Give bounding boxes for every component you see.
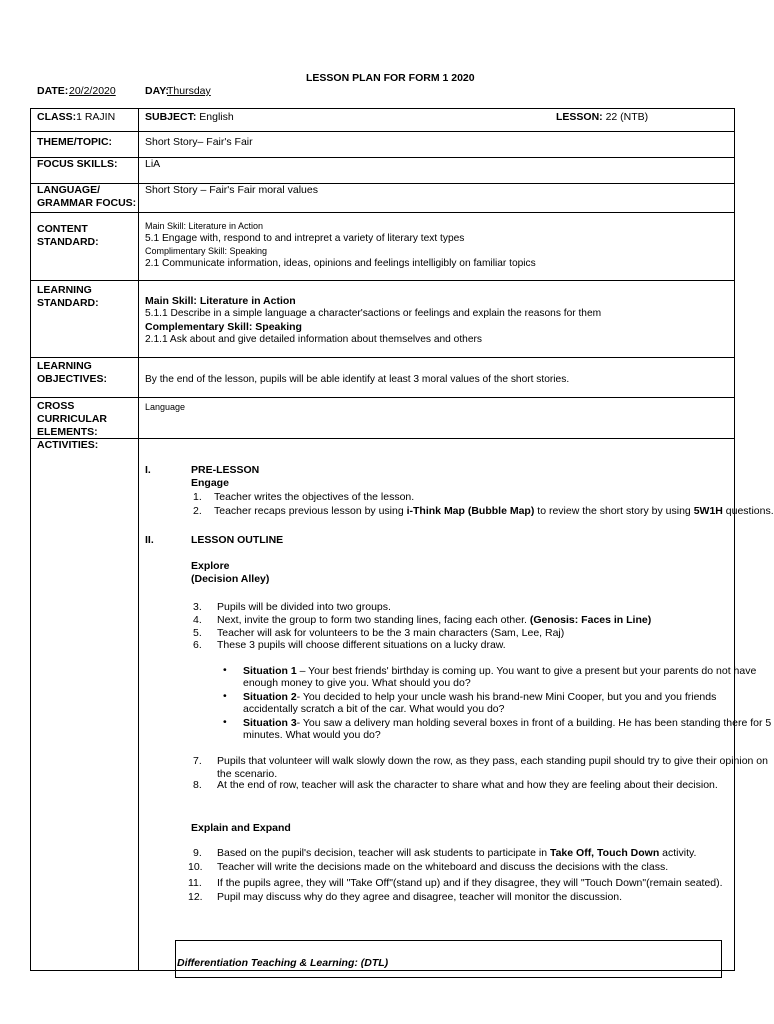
class-cell bbox=[37, 111, 115, 123]
situation-item-continued: enough money to give you. What should you do? bbox=[243, 677, 471, 689]
explain-expand-heading: Explain and Expand bbox=[191, 822, 291, 834]
table-rule bbox=[30, 108, 735, 109]
lesson-cell bbox=[556, 111, 648, 123]
language-label-line: GRAMMAR FOCUS: bbox=[37, 197, 137, 209]
situation-item bbox=[243, 665, 756, 677]
list-item-emphasis: 5W1H bbox=[693, 505, 723, 517]
day-value: Thursday bbox=[167, 85, 211, 97]
list-item: Pupil may discuss why do they agree and disagree, teacher will monitor the discussion. bbox=[217, 891, 623, 903]
list-item: At the end of row, teacher will ask the character to share what and how they are feeling about their decision. bbox=[217, 779, 718, 791]
list-item-number: 8. bbox=[193, 779, 202, 791]
lesson-outline-heading: LESSON OUTLINE bbox=[191, 534, 284, 546]
learning-standard-2-1-1: 2.1.1 Ask about and give detailed information about themselves and others bbox=[145, 334, 482, 345]
content-label-line: CONTENT bbox=[37, 223, 88, 235]
cross-label-line: ELEMENTS: bbox=[37, 426, 98, 438]
day-label: DAY: bbox=[145, 85, 169, 97]
list-item-number: 11. bbox=[188, 877, 202, 889]
table-rule bbox=[30, 357, 735, 358]
bullet-icon: • bbox=[223, 690, 227, 702]
situation-item bbox=[243, 717, 771, 729]
list-item-text: Next, invite the group to form two standing lines, facing each other. bbox=[217, 614, 530, 626]
list-item: Pupils that volunteer will walk slowly down the row, as they pass, each standing pupil should try to give their opinion on bbox=[217, 755, 768, 767]
content-standard-2-1: 2.1 Communicate information, ideas, opinions and feelings intelligibly on familiar topics bbox=[145, 258, 536, 269]
class-value: 1 RAJIN bbox=[76, 111, 116, 123]
list-item-continued: the scenario. bbox=[217, 768, 278, 780]
focus-value: LiA bbox=[145, 158, 161, 170]
cross-label-line: CURRICULAR bbox=[37, 413, 107, 425]
cross-curricular-value: Language bbox=[145, 402, 186, 412]
list-item-emphasis: (Genosis: Faces in Line) bbox=[529, 614, 652, 626]
situation-text: - You saw a delivery man holding several boxes in front of a building. He has been standing there for 5 bbox=[296, 717, 772, 729]
table-rule bbox=[30, 397, 735, 398]
language-value: Short Story – Fair's Fair moral values bbox=[145, 184, 318, 196]
learning-label-line: STANDARD: bbox=[37, 297, 99, 309]
objectives-label bbox=[37, 360, 107, 386]
pre-lesson-heading: PRE-LESSON bbox=[191, 464, 260, 476]
content-standard-5-1: 5.1 Engage with, respond to and intrepret a variety of literary text types bbox=[145, 233, 465, 244]
situation-title: Situation 3 bbox=[243, 717, 297, 729]
bullet-icon: • bbox=[223, 664, 227, 676]
date-label: DATE: bbox=[37, 85, 69, 97]
table-rule bbox=[734, 108, 735, 971]
dtl-heading: Differentiation Teaching & Learning: (DTL) bbox=[177, 957, 389, 969]
content-standard-label bbox=[37, 223, 99, 249]
date-value: 20/2/2020 bbox=[69, 85, 116, 97]
list-item-number: 12. bbox=[188, 891, 203, 903]
list-item bbox=[217, 614, 651, 626]
focus-label: FOCUS SKILLS: bbox=[37, 158, 118, 170]
situation-text: – Your best friends' birthday is coming up. You want to give a present but your parents do not have bbox=[296, 665, 757, 677]
table-rule bbox=[30, 438, 735, 439]
list-item-emphasis: i-Think Map (Bubble Map) bbox=[406, 505, 535, 517]
list-item-number: 9. bbox=[193, 847, 202, 859]
content-main-rest: : Literature in Action bbox=[183, 221, 264, 231]
activities-label: ACTIVITIES: bbox=[37, 439, 99, 451]
class-label: CLASS: bbox=[37, 111, 77, 123]
list-item-number: 2. bbox=[193, 505, 202, 517]
table-rule bbox=[30, 157, 735, 158]
learning-main-skill: Main Skill: Literature in Action bbox=[145, 295, 296, 307]
list-item-text: questions. bbox=[722, 505, 774, 517]
list-item: Teacher will ask for volunteers to be the 3 main characters (Sam, Lee, Raj) bbox=[217, 627, 565, 639]
list-item-number: 6. bbox=[193, 639, 202, 651]
table-rule bbox=[30, 280, 735, 281]
section-number: II. bbox=[145, 534, 154, 546]
list-item: Pupils will be divided into two groups. bbox=[217, 601, 391, 613]
subject-cell bbox=[145, 111, 234, 123]
list-item-text: Teacher recaps previous lesson by using bbox=[214, 505, 407, 517]
situation-title: Situation 1 bbox=[243, 665, 297, 677]
list-item-emphasis: Take Off, Touch Down bbox=[549, 847, 660, 859]
content-label-line: STANDARD: bbox=[37, 236, 99, 248]
subject-label: SUBJECT: bbox=[145, 111, 197, 123]
list-item-text: Based on the pupil's decision, teacher will ask students to participate in bbox=[217, 847, 550, 859]
lesson-value: 22 (NTB) bbox=[602, 111, 649, 123]
objectives-value: By the end of the lesson, pupils will be able identify at least 3 moral values of the short stories. bbox=[145, 374, 570, 385]
situation-item-continued: minutes. What would you do? bbox=[243, 729, 381, 741]
table-rule bbox=[30, 131, 735, 132]
list-item bbox=[217, 847, 696, 859]
content-comp-prefix: Complimentary Skill bbox=[145, 246, 225, 256]
situation-text: - You decided to help your uncle wash his brand-new Mini Cooper, but you and you friends bbox=[296, 691, 717, 703]
list-item-number: 3. bbox=[193, 601, 202, 613]
language-label-line: LANGUAGE/ bbox=[37, 184, 100, 196]
table-rule bbox=[138, 108, 139, 971]
theme-label: THEME/TOPIC: bbox=[37, 136, 113, 148]
list-item: Teacher will write the decisions made on the whiteboard and discuss the decisions with the class. bbox=[217, 861, 669, 873]
bullet-icon: • bbox=[223, 716, 227, 728]
theme-value: Short Story– Fair's Fair bbox=[145, 136, 253, 148]
list-item bbox=[214, 505, 774, 517]
list-item-text: to review the short story by using bbox=[534, 505, 694, 517]
list-item: Teacher writes the objectives of the lesson. bbox=[214, 491, 415, 503]
list-item: These 3 pupils will choose different situations on a lucky draw. bbox=[217, 639, 506, 651]
content-comp-skill bbox=[145, 246, 267, 256]
situation-item bbox=[243, 691, 716, 703]
list-item-number: 5. bbox=[193, 627, 202, 639]
lesson-label: LESSON: bbox=[556, 111, 603, 123]
section-number: I. bbox=[145, 464, 151, 476]
learning-comp-skill: Complementary Skill: Speaking bbox=[145, 321, 302, 333]
list-item-number: 1. bbox=[193, 491, 202, 503]
learning-standard-label bbox=[37, 284, 99, 310]
list-item-number: 4. bbox=[193, 614, 202, 626]
list-item-text: activity. bbox=[659, 847, 697, 859]
table-rule bbox=[30, 108, 31, 971]
situation-item-continued: accidentally scratch a bit of the car. What would you do? bbox=[243, 703, 505, 715]
subject-value: English bbox=[196, 111, 234, 123]
learning-label-line: LEARNING bbox=[37, 284, 92, 296]
list-item: If the pupils agree, they will "Take Off"(stand up) and if they disagree, they will "Touch Down"(remain seated). bbox=[217, 877, 723, 889]
cross-curricular-label bbox=[37, 400, 107, 439]
page-title: LESSON PLAN FOR FORM 1 2020 bbox=[306, 72, 475, 84]
learning-standard-5-1-1: 5.1.1 Describe in a simple language a character'sactions or feelings and explain the reasons for them bbox=[145, 308, 602, 319]
content-comp-rest: : Speaking bbox=[224, 246, 268, 256]
table-rule bbox=[30, 212, 735, 213]
language-label bbox=[37, 184, 136, 210]
situation-title: Situation 2 bbox=[243, 691, 297, 703]
engage-heading: Engage bbox=[191, 477, 229, 489]
explore-heading: Explore bbox=[191, 560, 230, 572]
content-main-skill bbox=[145, 221, 263, 231]
objectives-label-line: LEARNING bbox=[37, 360, 92, 372]
list-item-number: 10. bbox=[188, 861, 203, 873]
cross-label-line: CROSS bbox=[37, 400, 75, 412]
objectives-label-line: OBJECTIVES: bbox=[37, 373, 108, 385]
content-main-prefix: Main Skill bbox=[145, 221, 184, 231]
decision-alley-heading: (Decision Alley) bbox=[191, 573, 270, 585]
list-item-number: 7. bbox=[193, 755, 202, 767]
